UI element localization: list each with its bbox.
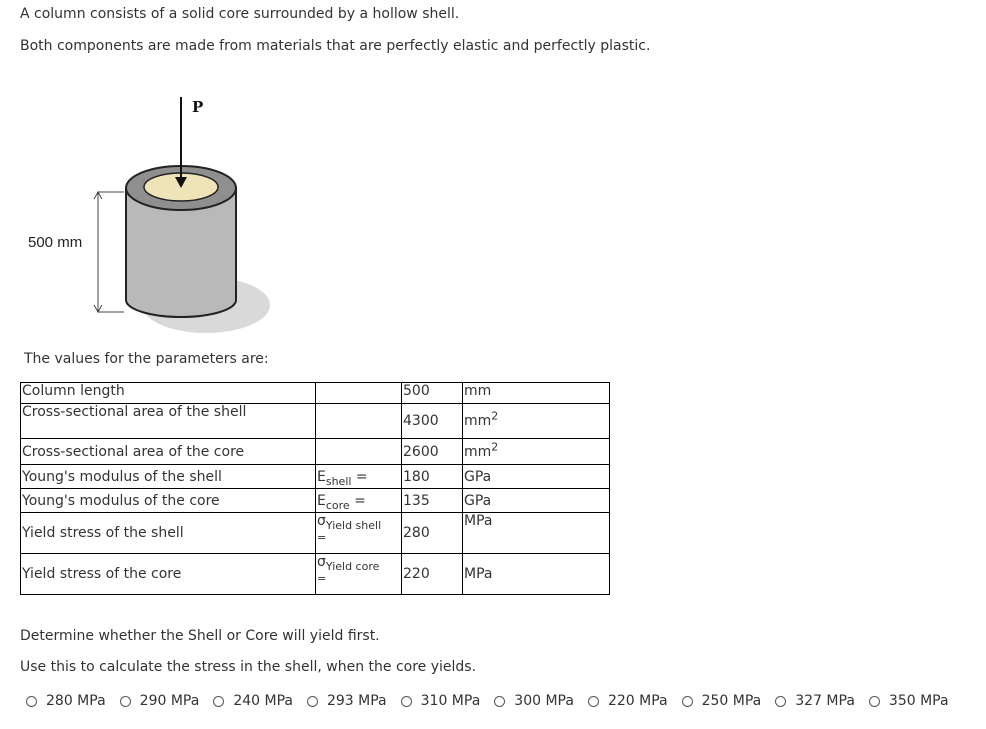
option-label: 300 MPa (514, 693, 574, 709)
question-line-2: Use this to calculate the stress in the shell, when the core yields. (20, 659, 477, 675)
answer-options (26, 693, 963, 709)
table-row (21, 439, 610, 465)
param-symbol: $\sigma_{Yield shell}$ = (316, 513, 402, 554)
table-row (21, 513, 610, 554)
param-name: Yield stress of the shell (21, 513, 316, 554)
option-label: 293 MPa (326, 693, 387, 709)
intro-line-2: Both components are made from materials that are perfectly elastic and perfectly plastic. (20, 38, 651, 54)
load-label: P (192, 98, 204, 116)
param-value: 180 (402, 465, 463, 489)
radio-button[interactable] (682, 696, 693, 707)
radio-button[interactable] (494, 696, 505, 707)
answer-option[interactable] (26, 693, 106, 709)
param-symbol: $E_{core}$ = (316, 489, 402, 513)
radio-button[interactable] (213, 696, 224, 707)
param-name: Cross-sectional area of the core (21, 439, 316, 465)
answer-option[interactable] (682, 693, 762, 709)
param-unit: $mm^2$ (463, 439, 610, 465)
radio-button[interactable] (588, 696, 599, 707)
param-value: 4300 (402, 404, 463, 439)
param-unit: GPa (463, 489, 610, 513)
param-value: 220 (402, 554, 463, 595)
length-label: 500 mm (28, 234, 83, 251)
option-label: 280 MPa (46, 693, 106, 709)
param-name: Young's modulus of the core (21, 489, 316, 513)
option-label: 327 MPa (795, 693, 855, 709)
radio-button[interactable] (775, 696, 786, 707)
param-symbol (316, 404, 402, 439)
option-label: 310 MPa (420, 693, 481, 709)
param-value: 280 (402, 513, 463, 554)
option-label: 250 MPa (701, 693, 762, 709)
param-unit: $mm^2$ (463, 404, 610, 439)
radio-button[interactable] (307, 696, 318, 707)
param-unit: MPa (463, 554, 610, 595)
param-name: Yield stress of the core (21, 554, 316, 595)
table-row (21, 404, 610, 439)
table-row (21, 383, 610, 404)
radio-button[interactable] (120, 696, 131, 707)
answer-option[interactable] (775, 693, 855, 709)
param-unit: mm (463, 383, 610, 404)
param-symbol: $\sigma_{Yield core}$ = (316, 554, 402, 595)
question-line-1: Determine whether the Shell or Core will yield first. (20, 628, 380, 644)
answer-option[interactable] (401, 693, 481, 709)
param-name: Column length (21, 383, 316, 404)
param-value: 135 (402, 489, 463, 513)
param-value: 500 (402, 383, 463, 404)
table-row (21, 489, 610, 513)
radio-button[interactable] (26, 696, 37, 707)
answer-option[interactable] (307, 693, 387, 709)
radio-button[interactable] (869, 696, 880, 707)
answer-option[interactable] (213, 693, 293, 709)
column-figure (20, 95, 280, 350)
option-label: 350 MPa (888, 693, 949, 709)
param-symbol (316, 439, 402, 465)
answer-option[interactable] (494, 693, 574, 709)
answer-option[interactable] (869, 693, 949, 709)
intro-line-1: A column consists of a solid core surrounded by a hollow shell. (20, 6, 460, 22)
param-unit: MPa (463, 513, 610, 554)
option-label: 220 MPa (607, 693, 668, 709)
param-value: 2600 (402, 439, 463, 465)
param-name: Cross-sectional area of the shell (21, 404, 316, 439)
param-symbol (316, 383, 402, 404)
table-row (21, 465, 610, 489)
radio-button[interactable] (401, 696, 412, 707)
param-name: Young's modulus of the shell (21, 465, 316, 489)
answer-option[interactable] (588, 693, 668, 709)
option-label: 290 MPa (139, 693, 200, 709)
answer-option[interactable] (120, 693, 200, 709)
param-symbol: $E_{shell}$ = (316, 465, 402, 489)
option-label: 240 MPa (233, 693, 293, 709)
params-intro: The values for the parameters are: (24, 351, 269, 367)
table-row (21, 554, 610, 595)
parameters-table (20, 382, 610, 595)
param-unit: GPa (463, 465, 610, 489)
